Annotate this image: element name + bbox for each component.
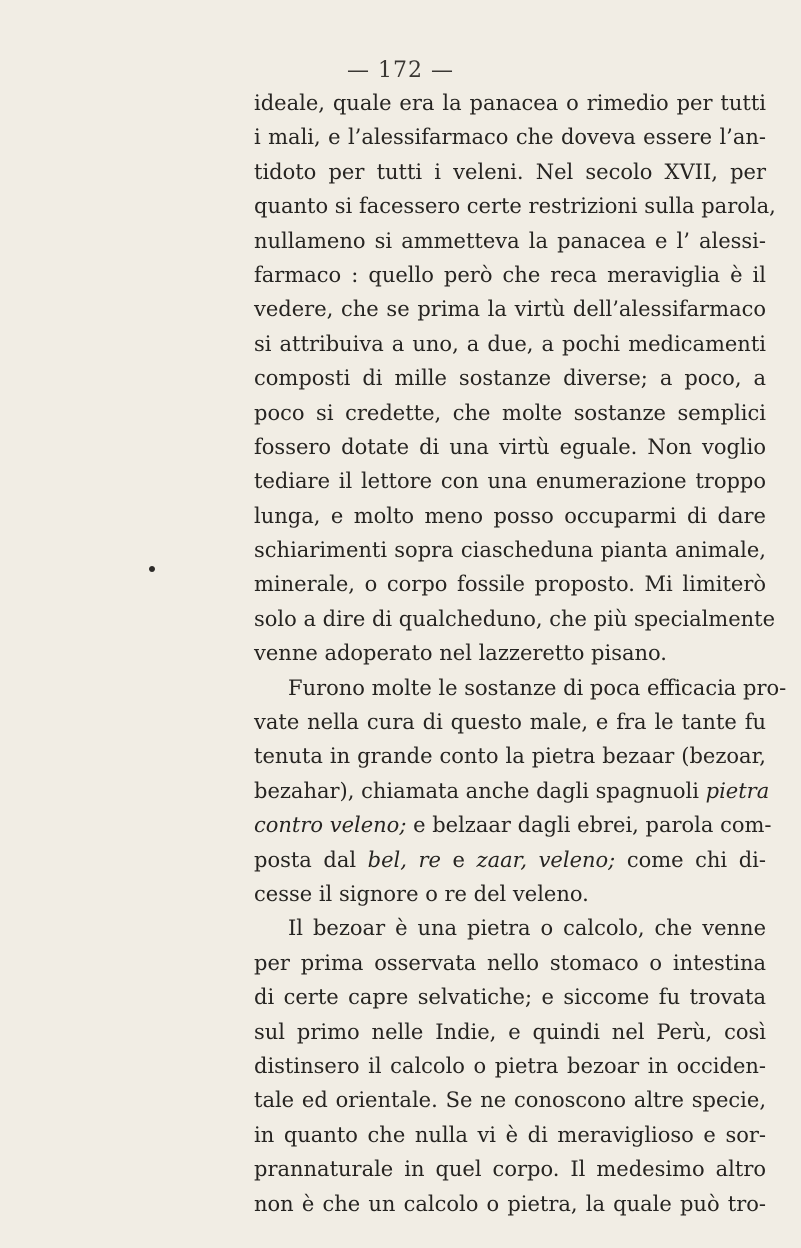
text-line: Il bezoar è una pietra o calcolo, che venne bbox=[288, 916, 766, 941]
text-line: solo a dire di qualcheduno, che più specialmente bbox=[254, 606, 776, 631]
text-line: schiarimenti sopra ciascheduna pianta animale, bbox=[254, 538, 766, 563]
text-line: Furono molte le sostanze di poca efficacia pro- bbox=[288, 675, 787, 700]
text-span: e bbox=[452, 847, 465, 872]
text-line-mixed bbox=[254, 843, 766, 877]
text-line: tidoto per tutti i veleni. Nel secolo XVII, per bbox=[254, 159, 766, 184]
text-line: nullameno si ammetteva la panacea e l’ alessi- bbox=[254, 228, 766, 253]
italic-span: zaar, veleno; bbox=[476, 847, 616, 872]
text-line: non è che un calcolo o pietra, la quale può tro- bbox=[254, 1191, 766, 1216]
text-line: fossero dotate di una virtù eguale. Non voglio bbox=[254, 434, 766, 459]
margin-dot-mark bbox=[149, 566, 155, 572]
text-line-mixed bbox=[254, 808, 772, 842]
text-line: tale ed orientale. Se ne conoscono altre specie, bbox=[254, 1088, 766, 1113]
text-span: e belzaar dagli ebrei, parola com- bbox=[413, 813, 772, 838]
body-text bbox=[254, 86, 787, 1221]
text-line: sul primo nelle Indie, e quindi nel Perù, così bbox=[254, 1019, 766, 1044]
text-line: per prima osservata nello stomaco o intestina bbox=[254, 950, 766, 975]
text-line: tediare il lettore con una enumerazione troppo bbox=[254, 469, 766, 494]
text-line-mixed bbox=[254, 774, 770, 808]
text-line: composti di mille sostanze diverse; a poco, a bbox=[254, 366, 766, 391]
text-line: i mali, e l’alessifarmaco che doveva essere l’an- bbox=[254, 125, 766, 150]
text-line: minerale, o corpo fossile proposto. Mi limiterò bbox=[254, 572, 766, 597]
text-line: lunga, e molto meno posso occuparmi di dare bbox=[254, 503, 766, 528]
italic-span: contro veleno; bbox=[254, 813, 407, 838]
text-line: tenuta in grande conto la pietra bezaar (bezoar, bbox=[254, 744, 766, 769]
text-line: venne adoperato nel lazzeretto pisano. bbox=[254, 641, 667, 666]
text-line: ideale, quale era la panacea o rimedio per tutti bbox=[254, 91, 766, 115]
text-line: vedere, che se prima la virtù dell’alessifarmaco bbox=[254, 297, 766, 322]
text-line: distinsero il calcolo o pietra bezoar in occiden- bbox=[254, 1053, 766, 1078]
text-span: bezahar), chiamata anche dagli spagnuoli bbox=[254, 778, 699, 803]
text-line: farmaco : quello però che reca meraviglia è il bbox=[254, 262, 766, 287]
text-line: di certe capre selvatiche; e siccome fu trovata bbox=[254, 985, 766, 1010]
text-line: si attribuiva a uno, a due, a pochi medicamenti bbox=[254, 331, 766, 356]
text-span: posta dal bbox=[254, 847, 357, 872]
text-span: come chi di- bbox=[626, 847, 766, 872]
page-number: — 172 — bbox=[347, 58, 454, 83]
text-line: prannaturale in quel corpo. Il medesimo altro bbox=[254, 1157, 766, 1182]
text-line: in quanto che nulla vi è di meraviglioso e sor- bbox=[254, 1122, 766, 1147]
text-line: quanto si facessero certe restrizioni sulla parola, bbox=[254, 194, 776, 219]
text-line: poco si credette, che molte sostanze semplici bbox=[254, 400, 766, 425]
italic-span: bel, re bbox=[367, 847, 441, 872]
text-line: vate nella cura di questo male, e fra le tante fu bbox=[254, 710, 766, 735]
text-line: cesse il signore o re del veleno. bbox=[254, 881, 589, 906]
italic-span: pietra bbox=[705, 778, 770, 803]
